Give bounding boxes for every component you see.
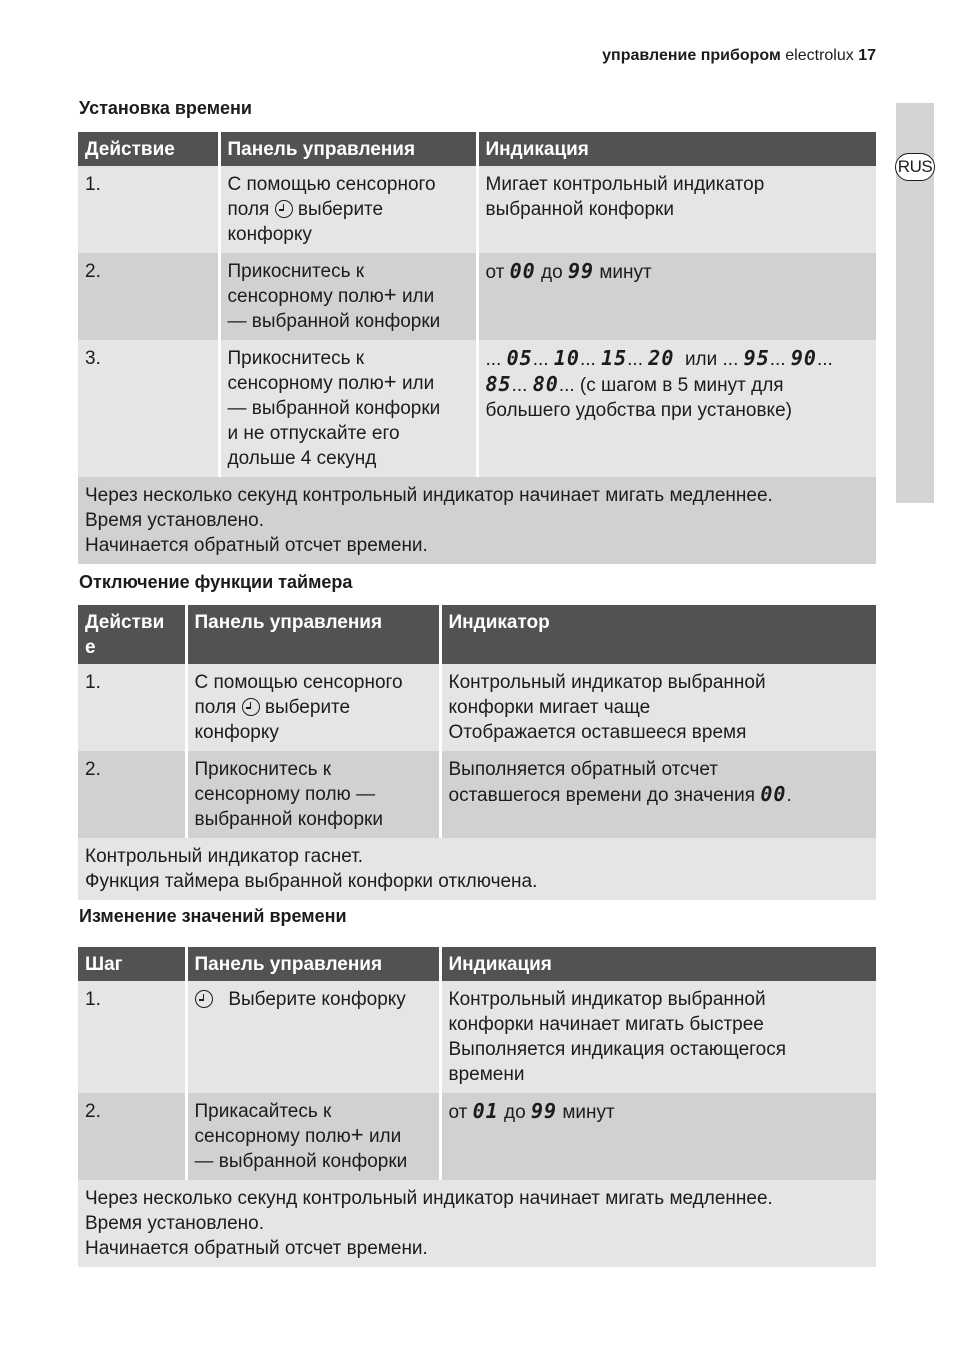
minus-icon: —	[194, 1151, 214, 1172]
header-brand: electrolux	[785, 47, 854, 64]
table-row	[78, 340, 876, 477]
table-header-row	[78, 947, 876, 981]
display-value: 20	[648, 346, 675, 370]
table-row	[78, 1093, 876, 1180]
note-row	[78, 838, 876, 900]
note-cell: Через несколько секунд контрольный индикатор начинает мигать медленнее. Время установлено. Начинается обратный отсчет времени.	[78, 477, 876, 564]
display-value: 85	[485, 372, 512, 396]
column-header: Панель управления	[186, 605, 440, 664]
section-title-set-time: Установка времени	[79, 98, 252, 118]
plus-icon: +	[383, 369, 397, 394]
display-value: 90	[790, 346, 817, 370]
panel-cell: Выберите конфорку	[186, 981, 440, 1093]
note-row	[78, 1180, 876, 1267]
indication-cell: ... 05... 10... 15... 20 или ... 95... 90... 85... 80... (с шагом в 5 минут для большего удобства при установке)	[477, 340, 876, 477]
column-header: Шаг	[78, 947, 186, 981]
panel-cell: С помощью сенсорного поля выберите конфорку	[186, 664, 440, 751]
minus-icon: —	[227, 311, 247, 332]
step-cell: 3.	[78, 340, 219, 477]
timer-off-table	[78, 605, 876, 900]
column-header: Действи е	[78, 605, 186, 664]
minus-icon: —	[227, 398, 247, 419]
display-value: 00	[509, 259, 536, 283]
note-cell: Через несколько секунд контрольный индикатор начинает мигать медленнее. Время установлено. Начинается обратный отсчет времени.	[78, 1180, 876, 1267]
step-cell: 1.	[78, 981, 186, 1093]
panel-cell: Прикоснитесь к сенсорному полю+ или — выбранной конфорки и не отпускайте его дольше 4 секунд	[219, 340, 477, 477]
step-cell: 1.	[78, 664, 186, 751]
panel-cell: С помощью сенсорного поля выберите конфорку	[219, 166, 477, 253]
table-row	[78, 253, 876, 340]
table-row	[78, 981, 876, 1093]
page-header	[0, 47, 876, 65]
note-row	[78, 477, 876, 564]
table-header-row	[78, 132, 876, 166]
indication-cell: Мигает контрольный индикатор выбранной конфорки	[477, 166, 876, 253]
table-header-row	[78, 605, 876, 664]
language-badge: RUS	[895, 153, 935, 181]
column-header: Индикация	[440, 947, 876, 981]
display-value: 10	[553, 346, 580, 370]
display-value: 95	[743, 346, 770, 370]
indication-cell: Контрольный индикатор выбранной конфорки мигает чаще Отображается оставшееся время	[440, 664, 876, 751]
minus-icon: —	[356, 784, 376, 805]
panel-cell: Прикасайтесь к сенсорному полю+ или — выбранной конфорки	[186, 1093, 440, 1180]
panel-cell: Прикоснитесь к сенсорному полю+ или — выбранной конфорки	[219, 253, 477, 340]
step-cell: 2.	[78, 253, 219, 340]
table-row	[78, 751, 876, 838]
column-header: Индикация	[477, 132, 876, 166]
indication-cell: от 01 до 99 минут	[440, 1093, 876, 1180]
indication-cell: Контрольный индикатор выбранной конфорки начинает мигать быстрее Выполняется индикация остающегося времени	[440, 981, 876, 1093]
step-cell: 1.	[78, 166, 219, 253]
page-number: 17	[858, 47, 876, 64]
step-cell: 2.	[78, 1093, 186, 1180]
column-header: Панель управления	[186, 947, 440, 981]
display-value: 80	[532, 372, 559, 396]
display-value: 15	[601, 346, 628, 370]
section-title-timer-off: Отключение функции таймера	[79, 572, 353, 592]
column-header: Действие	[78, 132, 219, 166]
column-header: Индикатор	[440, 605, 876, 664]
indication-cell: от 00 до 99 минут	[477, 253, 876, 340]
display-value: 01	[472, 1099, 499, 1123]
set-time-table	[78, 132, 876, 564]
clock-icon	[195, 990, 213, 1008]
table-row	[78, 166, 876, 253]
change-time-table	[78, 947, 876, 1267]
panel-cell: Прикоснитесь к сенсорному полю — выбранной конфорки	[186, 751, 440, 838]
step-cell: 2.	[78, 751, 186, 838]
header-section: управление прибором	[602, 47, 781, 64]
note-cell: Контрольный индикатор гаснет. Функция таймера выбранной конфорки отключена.	[78, 838, 876, 900]
plus-icon: +	[383, 282, 397, 307]
indication-cell: Выполняется обратный отсчет оставшегося времени до значения 00.	[440, 751, 876, 838]
display-value: 05	[506, 346, 533, 370]
column-header: Панель управления	[219, 132, 477, 166]
display-value: 99	[567, 259, 595, 283]
plus-icon: +	[350, 1122, 364, 1147]
table-row	[78, 664, 876, 751]
clock-icon	[242, 698, 260, 716]
clock-icon	[275, 200, 293, 218]
display-value: 00	[760, 782, 787, 806]
display-value: 99	[530, 1099, 558, 1123]
section-title-change-time: Изменение значений времени	[79, 906, 347, 926]
